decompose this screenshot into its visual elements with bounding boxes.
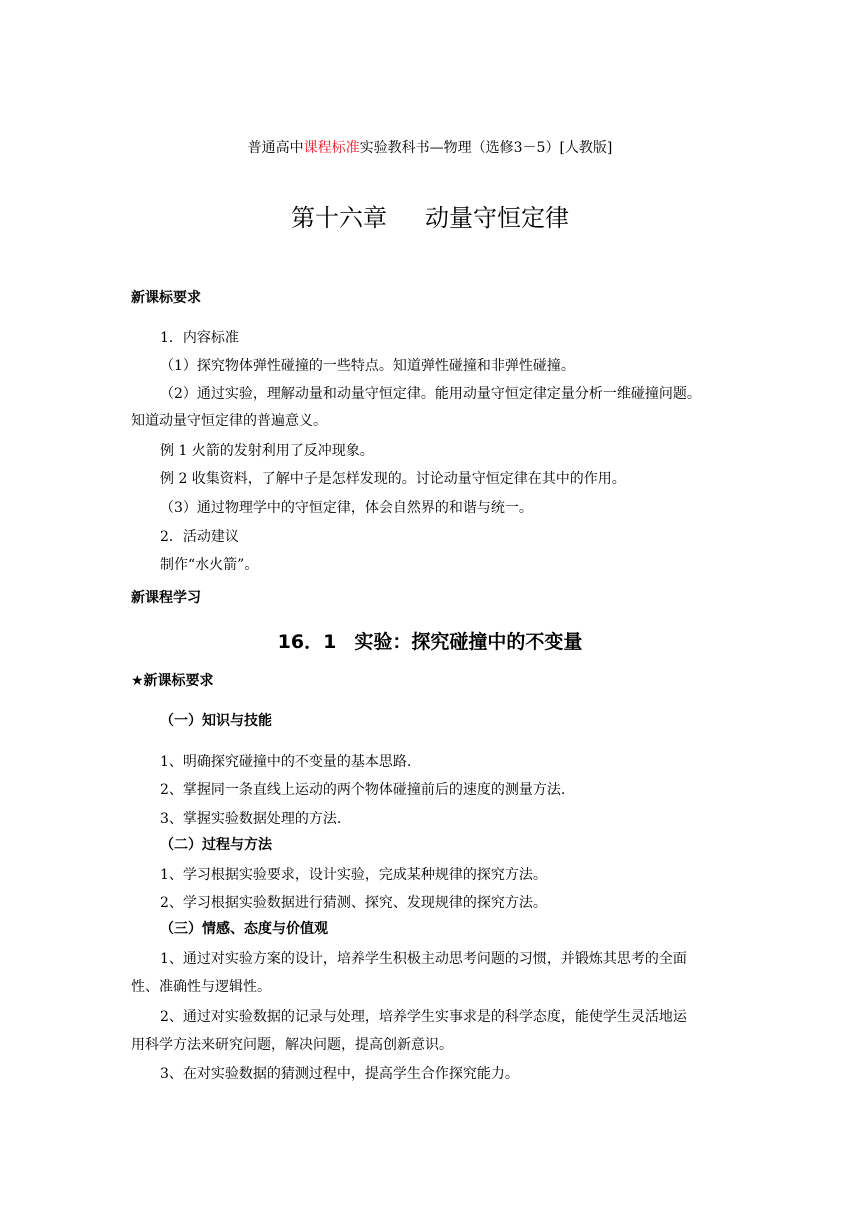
standard-item-2-line-2: 知道动量守恒定律的普遍意义。: [131, 413, 327, 429]
section-title: [0, 630, 860, 654]
course-heading: 新课程学习: [131, 590, 201, 606]
standard-item-3: （3）通过物理学中的守恒定律，体会自然界的和谐与统一。: [160, 500, 533, 516]
goals-heading: ★新课标要求: [131, 673, 214, 689]
attitude-item-2-line-2: 用科学方法来研究问题，解决问题，提高创新意识。: [131, 1037, 453, 1053]
chapter-number: 第十六章: [291, 204, 387, 232]
attitude-item-1-line-1: 1、通过对实验方案的设计，培养学生积极主动思考问题的习惯，并锻炼其思考的全面: [160, 951, 687, 967]
content-standard-heading: 1．内容标准: [160, 330, 239, 346]
knowledge-item-2: 2、掌握同一条直线上运动的两个物体碰撞前后的速度的测量方法.: [160, 782, 566, 798]
activity-text: 制作“水火箭”。: [160, 557, 259, 573]
standard-item-1: （1）探究物体弹性碰撞的一些特点。知道弹性碰撞和非弹性碰撞。: [160, 358, 575, 374]
attitude-item-2-line-1: 2、通过对实验数据的记录与处理，培养学生实事求是的科学态度，能使学生灵活地运: [160, 1009, 687, 1025]
example-1: 例 1 火箭的发射利用了反冲现象。: [160, 443, 374, 459]
standards-heading: 新课标要求: [131, 290, 201, 306]
attitude-heading: （三）情感、态度与价值观: [160, 921, 328, 937]
section-number: 16．1: [277, 631, 337, 653]
chapter-title: [0, 203, 860, 233]
header-suffix: 实验教科书—物理（选修3－5）[人教版]: [359, 140, 613, 156]
knowledge-item-3: 3、掌握实验数据处理的方法.: [160, 811, 342, 827]
attitude-item-3: 3、在对实验数据的猜测过程中，提高学生合作探究能力。: [160, 1066, 519, 1082]
header-highlight: 课程标准: [303, 140, 360, 156]
activity-heading: 2．活动建议: [160, 529, 239, 545]
knowledge-item-1: 1、明确探究碰撞中的不变量的基本思路.: [160, 754, 412, 770]
process-item-2: 2、学习根据实验数据进行猜测、探究、发现规律的探究方法。: [160, 895, 547, 911]
knowledge-heading: （一）知识与技能: [160, 713, 272, 729]
process-heading: （二）过程与方法: [160, 837, 272, 853]
chapter-name: 动量守恒定律: [425, 204, 569, 232]
running-header: [0, 139, 860, 157]
example-2: 例 2 收集资料，了解中子是怎样发现的。讨论动量守恒定律在其中的作用。: [160, 471, 626, 487]
process-item-1: 1、学习根据实验要求，设计实验，完成某种规律的探究方法。: [160, 867, 547, 883]
attitude-item-1-line-2: 性、准确性与逻辑性。: [131, 979, 271, 995]
header-prefix: 普通高中: [247, 140, 304, 156]
section-name: 实验：探究碰撞中的不变量: [354, 631, 583, 653]
standard-item-2-line-1: （2）通过实验，理解动量和动量守恒定律。能用动量守恒定律定量分析一维碰撞问题。: [160, 386, 701, 402]
